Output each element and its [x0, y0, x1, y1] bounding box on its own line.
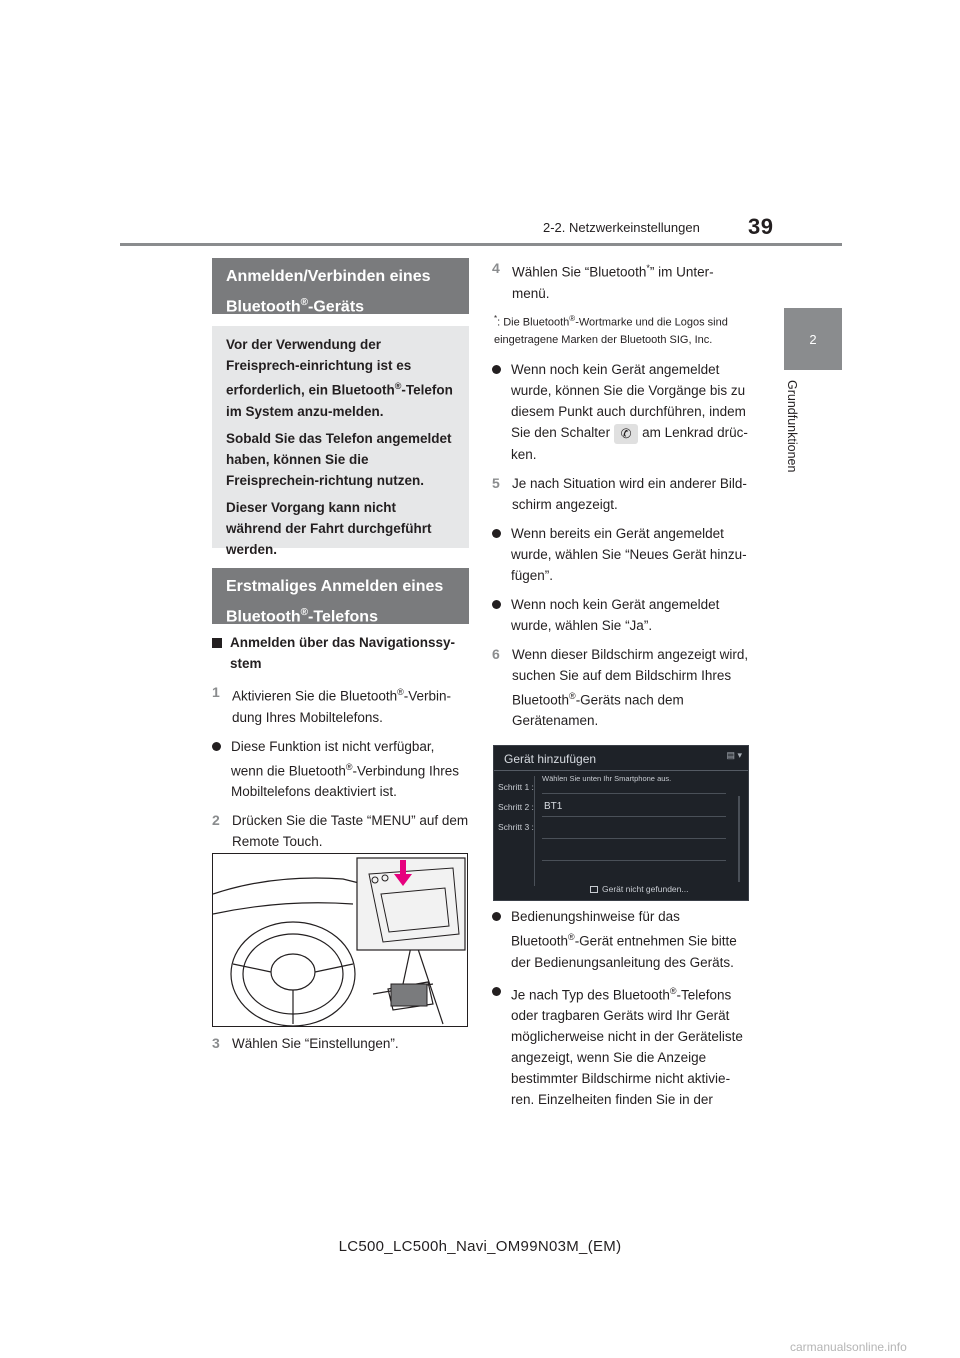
heading-line-1: Erstmaliges Anmelden eines	[226, 578, 444, 595]
bullet-dot-icon	[492, 529, 501, 538]
step-text: Aktivieren Sie die Bluetooth®-Verbin-dung Ihres Mobiltelefons.	[232, 687, 452, 725]
bullet-no-device	[492, 594, 750, 636]
bullet-device-type	[492, 981, 750, 1111]
screen-step-2: Schritt 2 :	[498, 802, 534, 812]
right-column-bottom	[492, 906, 750, 1118]
section-title: 2-2. Netzwerkeinstellungen	[543, 220, 700, 235]
screen-divider	[494, 770, 748, 771]
step-number: 3	[212, 1035, 220, 1051]
sub-heading: Anmelden über das Navigationssy-stem	[212, 632, 469, 674]
device-not-found-button[interactable]: Gerät nicht gefunden...	[590, 884, 688, 894]
watermark: carmanualsonline.info	[790, 1340, 907, 1354]
bullet-dot-icon	[492, 365, 501, 374]
status-icons: ▤ ▾	[726, 750, 742, 760]
step-2	[212, 810, 469, 852]
screen-vertical-divider	[534, 776, 535, 886]
info-paragraph-2: Sobald Sie das Telefon angemeldet haben, können Sie die Freisprechein-richtung nutzen.	[226, 430, 452, 488]
step-text: Je nach Situation wird ein anderer Bild-schirm angezeigt.	[512, 475, 747, 512]
bullet-text: Je nach Typ des Bluetooth®-Telefons oder tragbaren Geräts wird Ihr Gerät möglicherweise nicht in der Geräteliste angezeigt, wenn Sie die Anzeige bestimmter Bildschirme nicht aktivie-ren. Einzelheiten finden Sie in der	[511, 985, 743, 1107]
bullet-text: Wenn bereits ein Gerät angemeldet wurde, wählen Sie “Neues Gerät hinzu-fügen”.	[511, 525, 747, 583]
bullet-dot-icon	[492, 912, 501, 921]
step-1	[212, 682, 469, 728]
step-number: 4	[492, 260, 500, 276]
bullet-note-1	[212, 736, 469, 803]
bullet-text: Wenn noch kein Gerät angemeldet wurde, wählen Sie “Ja”.	[511, 596, 720, 633]
step-text: Wenn dieser Bildschirm angezeigt wird, suchen Sie auf dem Bildschirm Ihres Bluetooth®-Geräts nach dem Gerätenamen.	[512, 646, 749, 729]
help-icon	[590, 886, 598, 893]
remote-touch-illustration	[212, 853, 468, 1027]
bullet-text: Wenn noch kein Gerät angemeldet wurde, können Sie die Vorgänge bis zu diesem Punkt auch durchführen, indem Sie den Schalter ✆ am Lenkrad drüc-ken.	[511, 362, 748, 462]
bullet-operating-notes	[492, 906, 750, 973]
screen-title: Gerät hinzufügen	[504, 752, 597, 766]
heading-box-connect	[212, 258, 469, 314]
step-3	[212, 1033, 469, 1054]
footnote: *: Die Bluetooth®-Wortmarke und die Logos sind eingetragene Marken der Bluetooth SIG, Inc.	[494, 313, 728, 347]
bullet-dot-icon	[212, 742, 221, 751]
step-number: 2	[212, 812, 220, 828]
list-divider	[542, 838, 726, 839]
chapter-number: 2	[809, 331, 817, 347]
bullet-steering-switch	[492, 359, 750, 464]
device-list-item[interactable]: BT1	[544, 801, 563, 812]
heading-line-2: Bluetooth®-Telefons	[226, 607, 378, 626]
square-bullet-icon	[212, 638, 222, 648]
heading-line-1: Anmelden/Verbinden eines	[226, 268, 431, 285]
info-box	[212, 326, 469, 557]
list-divider	[542, 816, 726, 817]
car-interior-drawing	[213, 854, 468, 1027]
add-device-screen	[493, 745, 749, 901]
heading-line-2: Bluetooth®-Geräts	[226, 297, 365, 316]
step-text: Drücken Sie die Taste “MENU” auf dem Remote Touch.	[232, 813, 469, 849]
bullet-device-registered	[492, 523, 750, 586]
screen-step-3: Schritt 3 :	[498, 822, 534, 832]
bullet-text: Diese Funktion ist nicht verfügbar, wenn die Bluetooth®-Verbindung Ihres Mobiltelefons deaktiviert ist.	[231, 738, 460, 799]
page-number: 39	[748, 214, 774, 239]
left-column-step3	[212, 1033, 469, 1062]
scrollbar[interactable]	[738, 796, 740, 882]
phone-icon: ✆	[614, 424, 638, 444]
step-text: Wählen Sie “Bluetooth*” im Unter-menü.	[512, 263, 714, 301]
right-column-top	[492, 258, 750, 739]
info-paragraph-3: Dieser Vorgang kann nicht während der Fahrt durchgeführt werden.	[226, 499, 432, 557]
list-divider	[542, 793, 726, 794]
step-text: Wählen Sie “Einstellungen”.	[232, 1036, 399, 1051]
left-column-steps	[212, 632, 469, 860]
step-5	[492, 473, 750, 515]
header-rule	[120, 243, 842, 246]
step-number: 1	[212, 684, 220, 700]
screen-message: Wählen Sie unten Ihr Smartphone aus.	[542, 774, 672, 783]
bullet-dot-icon	[492, 600, 501, 609]
step-number: 6	[492, 645, 500, 662]
chapter-side-label	[785, 380, 801, 490]
bullet-text: Bedienungshinweise für das Bluetooth®-Gerät entnehmen Sie bitte der Bedienungsanleitung des Geräts.	[511, 909, 737, 970]
chapter-label: Grundfunktionen	[785, 380, 799, 473]
chapter-tab	[784, 308, 842, 370]
step-number: 5	[492, 474, 500, 491]
footer-document-id: LC500_LC500h_Navi_OM99N03M_(EM)	[338, 1238, 622, 1255]
heading-box-first-registration	[212, 568, 469, 624]
screen-step-1: Schritt 1 :	[498, 782, 534, 792]
info-paragraph-1: Vor der Verwendung der Freisprech-einrichtung ist es erforderlich, ein Bluetooth®-Telefon im System anzu-melden.	[226, 337, 453, 419]
step-6	[492, 644, 750, 732]
step-4	[492, 258, 750, 304]
list-divider	[542, 860, 726, 861]
bullet-dot-icon	[492, 987, 501, 996]
